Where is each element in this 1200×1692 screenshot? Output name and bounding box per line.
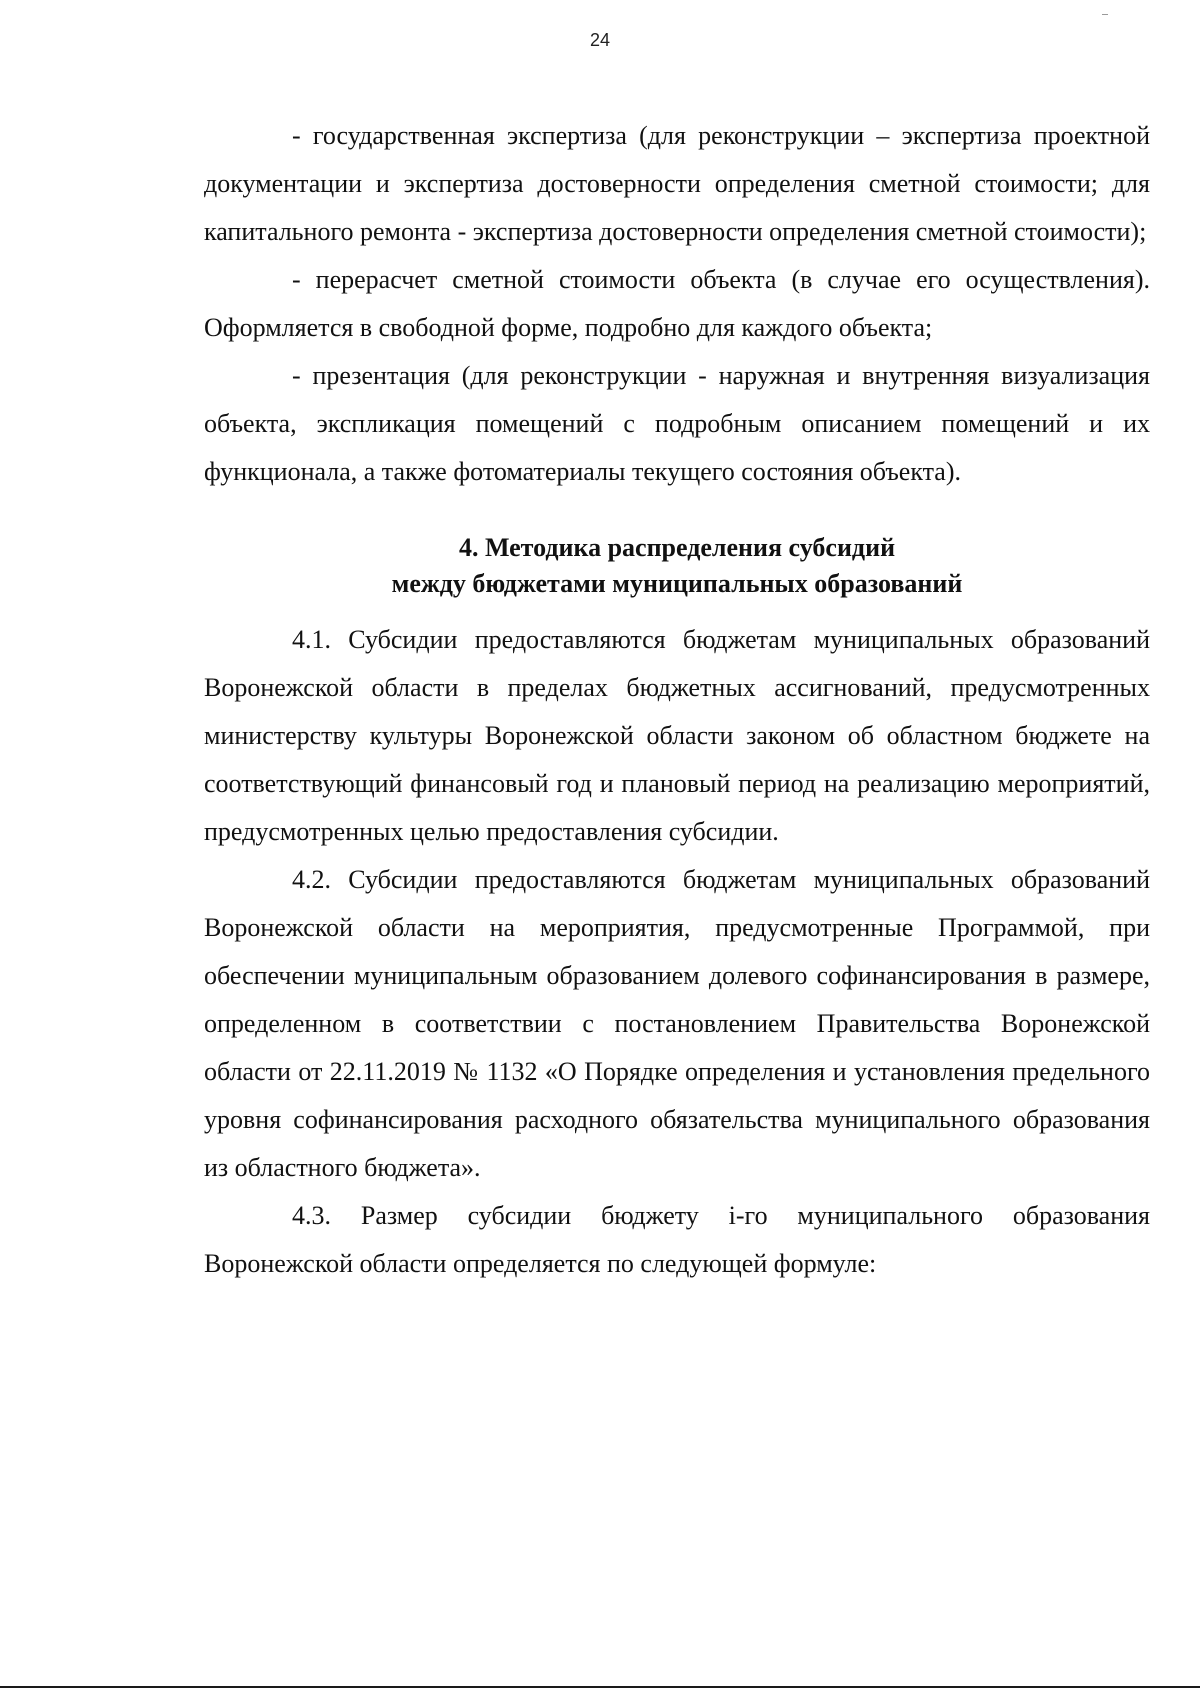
page-bottom-rule <box>0 1686 1200 1688</box>
paragraph-cost-recalculation: - перерасчет сметной стоимости объекта (в случае его осуществления). Оформляется в свободной форме, подробно для каждого объекта; <box>204 265 1150 342</box>
document-body <box>204 112 1150 1288</box>
paragraph-state-expertise: - государственная экспертиза (для реконструкции – экспертиза проектной документации и экспертиза достоверности определения сметной стоимости; для капитального ремонта - экспертиза достоверности определения сметной стоимости); <box>204 121 1150 246</box>
paragraph-4-1: 4.1. Субсидии предоставляются бюджетам муниципальных образований Воронежской области в пределах бюджетных ассигнований, предусмотренных министерству культуры Воронежской области законом об областном бюджете на соответствующий финансовый год и плановый период на реализацию мероприятий, предусмотренных целью предоставления субсидии. <box>204 625 1150 846</box>
page-number: 24 <box>589 30 611 50</box>
scan-mark <box>1102 14 1108 15</box>
paragraph-4-2: 4.2. Субсидии предоставляются бюджетам муниципальных образований Воронежской области на мероприятия, предусмотренные Программой, при обеспечении муниципальным образованием долевого софинансирования в размере, определенном в соответствии с постановлением Правительства Воронежской области от 22.11.2019 № 1132 «О Порядке определения и установления предельного уровня софинансирования расходного обязательства муниципального образования из областного бюджета». <box>204 865 1150 1182</box>
paragraph-4-3: 4.3. Размер субсидии бюджету i-го муниципального образования Воронежской области определяется по следующей формуле: <box>204 1201 1150 1278</box>
section-heading-line-1: 4. Методика распределения субсидий <box>458 533 896 562</box>
paragraph-presentation: - презентация (для реконструкции - наружная и внутренняя визуализация объекта, экспликация помещений с подробным описанием помещений и их функционала, а также фотоматериалы текущего состояния объекта). <box>204 361 1150 486</box>
section-heading <box>204 530 1150 602</box>
section-heading-line-2: между бюджетами муниципальных образований <box>391 569 963 598</box>
